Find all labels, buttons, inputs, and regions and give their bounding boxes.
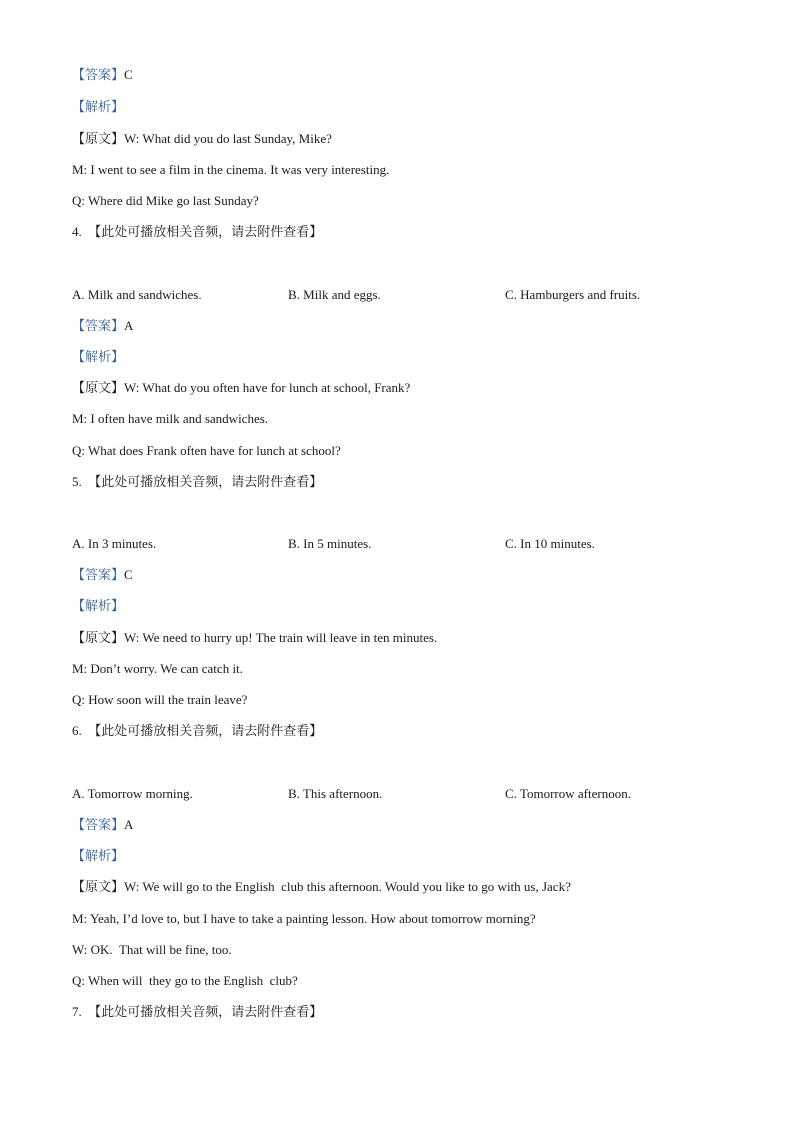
transcript-line	[72, 629, 437, 647]
audio-placeholder: 【此处可播放相关音频，请去附件查看】	[88, 474, 323, 489]
question-audio-line	[72, 1003, 322, 1021]
question-line: Q: When will they go to the English club?	[72, 973, 298, 988]
transcript-label: 【原文】	[72, 380, 125, 395]
answer-line	[72, 566, 133, 584]
audio-placeholder: 【此处可播放相关音频，请去附件查看】	[88, 723, 323, 738]
transcript-line	[72, 379, 410, 397]
dialog-line-m: M: Don’t worry. We can catch it.	[72, 661, 243, 676]
transcript-text: W: What do you often have for lunch at school, Frank?	[124, 380, 411, 395]
option-b: B. Milk and eggs.	[288, 287, 381, 302]
option-c: C. In 10 minutes.	[505, 536, 595, 551]
option-b: B. In 5 minutes.	[288, 536, 372, 551]
transcript-text: W: We will go to the English club this afternoon. Would you like to go with us, Jack?	[124, 879, 571, 894]
option-a: A. Tomorrow morning.	[72, 786, 193, 801]
dialog-line-m: M: Yeah, I’d love to, but I have to take a painting lesson. How about tomorrow morning?	[72, 911, 536, 926]
transcript-line	[72, 130, 332, 148]
audio-placeholder: 【此处可播放相关音频，请去附件查看】	[88, 224, 323, 239]
question-number: 4.	[72, 224, 82, 239]
answer-line	[72, 816, 133, 834]
dialog-line-w: W: OK. That will be fine, too.	[72, 942, 232, 957]
question-audio-line	[72, 223, 322, 241]
option-b: B. This afternoon.	[288, 786, 383, 801]
option-a: A. Milk and sandwiches.	[72, 287, 202, 302]
question-audio-line	[72, 473, 322, 491]
analysis-label: 【解析】	[72, 99, 125, 114]
transcript-label: 【原文】	[72, 630, 125, 645]
question-number: 5.	[72, 474, 82, 489]
option-c: C. Hamburgers and fruits.	[505, 287, 641, 302]
answer-label: 【答案】	[72, 567, 125, 582]
answer-label: 【答案】	[72, 67, 125, 82]
answer-value: C	[124, 67, 133, 82]
analysis-label: 【解析】	[72, 848, 125, 863]
answer-line	[72, 317, 133, 335]
audio-placeholder: 【此处可播放相关音频，请去附件查看】	[88, 1004, 323, 1019]
question-audio-line	[72, 722, 322, 740]
question-line: Q: What does Frank often have for lunch at school?	[72, 443, 341, 458]
dialog-line-m: M: I often have milk and sandwiches.	[72, 411, 269, 426]
answer-value: C	[124, 567, 133, 582]
question-number: 7.	[72, 1004, 82, 1019]
question-line: Q: Where did Mike go last Sunday?	[72, 193, 259, 208]
analysis-label: 【解析】	[72, 349, 125, 364]
answer-label: 【答案】	[72, 817, 125, 832]
dialog-line-m: M: I went to see a film in the cinema. It was very interesting.	[72, 162, 390, 177]
transcript-text: W: What did you do last Sunday, Mike?	[124, 131, 332, 146]
option-c: C. Tomorrow afternoon.	[505, 786, 631, 801]
answer-label: 【答案】	[72, 318, 125, 333]
transcript-text: W: We need to hurry up! The train will leave in ten minutes.	[124, 630, 438, 645]
answer-value: A	[124, 817, 134, 832]
analysis-label: 【解析】	[72, 598, 125, 613]
transcript-label: 【原文】	[72, 131, 125, 146]
option-a: A. In 3 minutes.	[72, 536, 157, 551]
transcript-label: 【原文】	[72, 879, 125, 894]
question-number: 6.	[72, 723, 82, 738]
answer-value: A	[124, 318, 134, 333]
transcript-line	[72, 878, 571, 896]
question-line: Q: How soon will the train leave?	[72, 692, 248, 707]
answer-line	[72, 66, 133, 84]
